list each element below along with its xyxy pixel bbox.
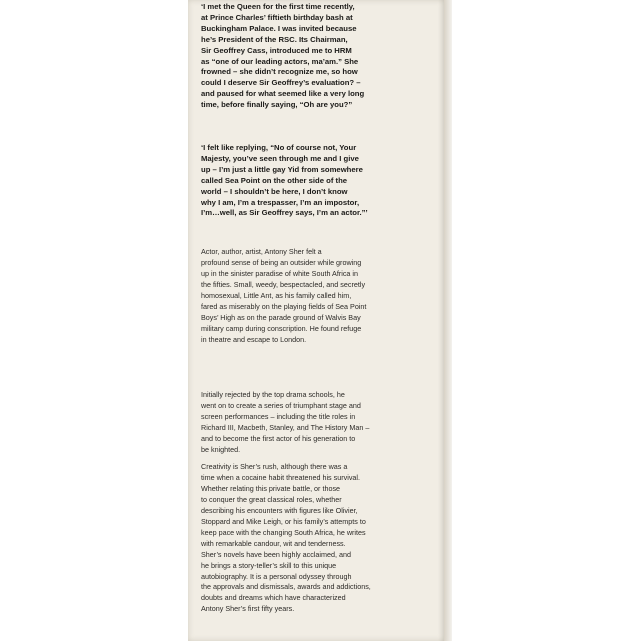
body-line: Antony Sher’s first fifty years.	[201, 604, 295, 614]
bio-paragraph-3	[201, 462, 436, 615]
body-line: be knighted.	[201, 444, 241, 454]
second-quote	[201, 143, 436, 219]
bio-paragraph-2	[201, 390, 436, 456]
book-flap-page	[188, 0, 444, 641]
body-line: describing his encounters with figures like Olivier,	[201, 505, 358, 515]
body-line: screen performances – including the title roles in	[201, 411, 356, 421]
body-line: time when a cocaine habit threatened his survival.	[201, 472, 361, 482]
opening-quote	[201, 2, 436, 111]
quote-line: ‘I met the Queen for the first time recently,	[201, 2, 355, 11]
body-line: to conquer the great classical roles, whether	[201, 494, 342, 504]
body-line: Boys’ High as on the parade ground of Walvis Bay	[201, 312, 361, 322]
body-line: homosexual, Little Ant, as his family called him,	[201, 290, 352, 300]
quote-line: why I am, I’m a trespasser, I’m an impostor,	[201, 197, 360, 207]
quote-line: as “one of our leading actors, ma’am.” She	[201, 56, 359, 66]
body-line: with remarkable candour, wit and tenderness.	[201, 538, 346, 548]
quote-line: up – I’m just a little gay Yid from somewhere	[201, 164, 363, 174]
body-line: in theatre and escape to London.	[201, 334, 307, 344]
quote-line: at Prince Charles’ fiftieth birthday bash at	[201, 12, 353, 22]
body-line: Richard III, Macbeth, Stanley, and The History Man –	[201, 422, 370, 432]
body-line: the fifties. Small, weedy, bespectacled, and secretly	[201, 279, 366, 289]
quote-line: Sir Geoffrey Cass, introduced me to HRM	[201, 45, 352, 55]
body-line: went on to create a series of triumphant stage and	[201, 400, 361, 410]
body-line: Initially rejected by the top drama schools, he	[201, 390, 345, 399]
body-line: and to become the first actor of his generation to	[201, 433, 356, 443]
body-line: doubts and dreams which have characterized	[201, 593, 346, 603]
quote-line: Buckingham Palace. I was invited because	[201, 23, 357, 33]
body-line: profound sense of being an outsider while growing	[201, 257, 362, 267]
quote-line: ‘I felt like replying, “No of course not, Your	[201, 143, 357, 152]
quote-line: and paused for what seemed like a very long	[201, 89, 365, 99]
body-line: keep pace with the changing South Africa, he writes	[201, 527, 366, 537]
body-line: Whether relating this private battle, or those	[201, 483, 341, 493]
quote-line: Majesty, you’ve seen through me and I give	[201, 153, 359, 163]
quote-line: world – I shouldn’t be here, I don’t know	[201, 186, 348, 196]
body-line: Actor, author, artist, Antony Sher felt a	[201, 247, 322, 256]
body-line: he brings a story-teller’s skill to this unique	[201, 560, 337, 570]
body-line: the approvals and dismissals, awards and addictions,	[201, 582, 371, 592]
body-line: Stoppard and Mike Leigh, or his family’s attempts to	[201, 516, 366, 526]
body-line: Creativity is Sher’s rush, although there was a	[201, 462, 348, 471]
quote-line: time, before finally saying, “Oh are you?”	[201, 100, 353, 110]
body-line: autobiography. It is a personal odyssey through	[201, 571, 352, 581]
quote-line: called Sea Point on the other side of the	[201, 175, 348, 185]
quote-line: I’m…well, as Sir Geoffrey says, I’m an actor.”’	[201, 208, 368, 218]
body-line: military camp during conscription. He found refuge	[201, 323, 362, 333]
bio-paragraph-1	[201, 247, 436, 346]
body-line: Sher’s novels have been highly acclaimed, and	[201, 549, 351, 559]
book-spine-edge	[444, 0, 452, 641]
quote-line: could I deserve Sir Geoffrey’s evaluation? –	[201, 78, 361, 88]
body-line: fared as miserably on the playing fields of Sea Point	[201, 301, 367, 311]
quote-line: frowned – she didn’t recognize me, so how	[201, 67, 358, 77]
quote-line: he’s President of the RSC. Its Chairman,	[201, 34, 348, 44]
body-line: up in the sinister paradise of white South Africa in	[201, 268, 359, 278]
